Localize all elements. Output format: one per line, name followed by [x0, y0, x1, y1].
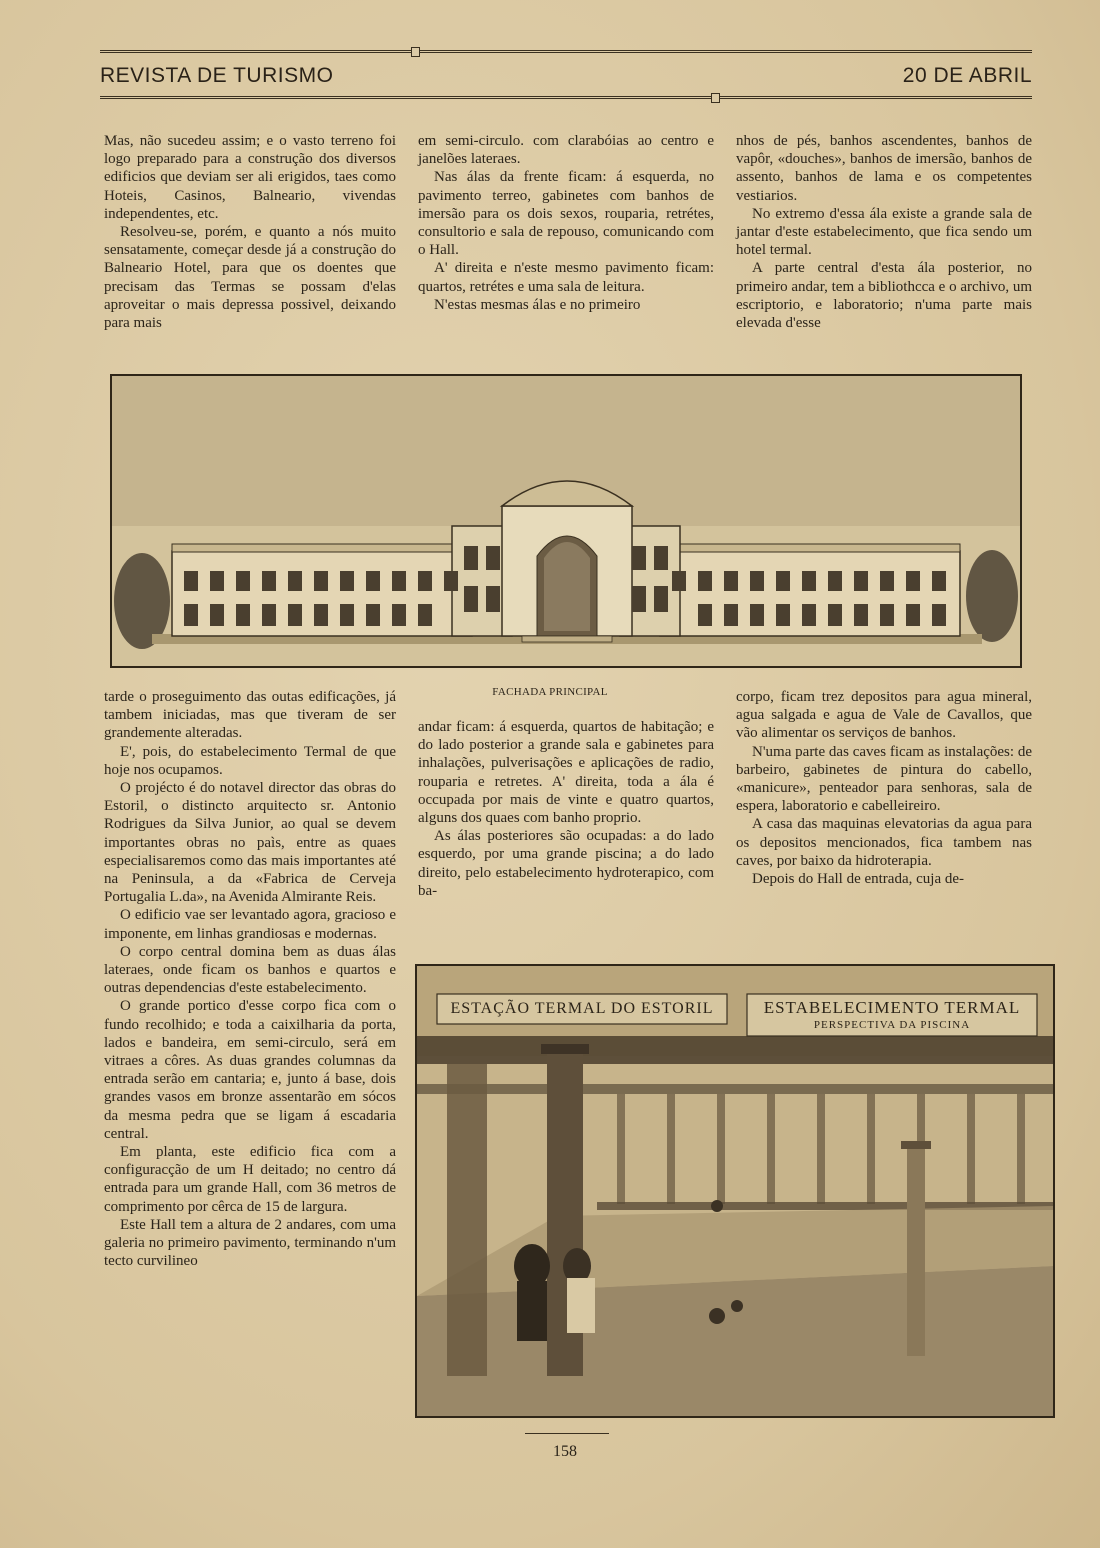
paragraph: A parte central d'esta ála posterior, no primeiro andar, tem a bibliothcca e o archivo, um escriptorio, e laboratorio; n'uma parte mais elevada d'esse [736, 260, 1032, 332]
paragraph: As álas posteriores são ocupadas: a do lado esquerdo, por uma grande piscina; a do lado direito, pelo estabelecimento hydroterapico, com ba- [418, 828, 714, 899]
paragraph: em semi-circulo. com clarabóias ao centro e janelões lateraes. [418, 133, 714, 168]
paragraph: O projécto é do notavel director das obras do Estoril, o distincto arquitecto sr. Antonio Rodrigues da Silva Junior, ao qual se devem importantes obras no paìs, entre as quaes especialisaremos como das mais importantes até na Peninsula, a da «Fabrica de Cerveja Portugalia L.da», na Avenida Almirante Reis. [104, 780, 396, 906]
header-ornament [411, 47, 420, 57]
paragraph: A' direita e n'este mesmo pavimento ficam: quartos, retrétes e uma sala de leitura. [418, 260, 714, 295]
sign-estacao-termal: ESTAÇÃO TERMAL DO ESTORIL [450, 1000, 714, 1017]
sign-perspectiva-piscina: PERSPECTIVA DA PISCINA [813, 1019, 971, 1031]
paragraph: Em planta, este edificio fica com a configuracção de um H deitado; no centro dá entrada para um grande Hall, com 36 metros de comprimento por cêrca de 15 de largura. [104, 1144, 396, 1215]
paragraph: Resolveu-se, porém, e quanto a nós muito sensatamente, começar desde já a construção do Balneario Hotel, para que os doentes que precisam das Termas se possam d'elas aproveitar o mais depressa possivel, deixando para mais [104, 224, 396, 332]
header-bottom-rule [100, 96, 1032, 99]
header-ornament-2 [711, 93, 720, 103]
pool-illustration [415, 964, 1055, 1418]
paragraph: O corpo central domina bem as duas álas lateraes, onde ficam os banhos e quartos e outras dependencias d'este estabelecimento. [104, 943, 396, 997]
magazine-title: REVISTA DE TURISMO [100, 64, 334, 87]
paragraph: Depois do Hall de entrada, cuja de- [752, 871, 964, 888]
paragraph: andar ficam: á esquerda, quartos de habitação; e do lado posterior a grande sala e gabinetes para inhalações, pulverisações e aplicações de radio, rouparia e retretes. A' direita, toda a ála é occupada por mais de vinte e quatro quartos, alguns dos quaes com banho proprio. [418, 719, 714, 827]
facade-drawing [112, 376, 1020, 666]
paragraph: O grande portico d'esse corpo fica com o fundo recolhido; e toda a caixilharia da porta, lados e bandeira, em semi-circulo, será em vitraes a côres. As duas grandes columnas da entrada serão em cantaria; e, junto á base, dois grandes vasos em bronze assentarão em sócos da mesma pedra que se ligam á escadaria central. [104, 998, 396, 1142]
paragraph: nhos de pés, banhos ascendentes, banhos de vapôr, «douches», banhos de imersão, banhos de assento, banhos de lama e os competentes vestiarios. [736, 133, 1032, 204]
paragraph: Nas álas da frente ficam: á esquerda, no pavimento terreo, gabinetes com banhos de imersão para os dois sexos, rouparia, retrétes, consultorio e sala de repouso, comunicando com o Hall. [418, 169, 714, 259]
footer-rule [525, 1433, 609, 1434]
facade-caption: FACHADA PRINCIPAL [492, 686, 608, 698]
paragraph: Mas, não sucedeu assim; e o vasto terreno foi logo preparado para a construção dos diversos edificios que deviam ser ali erigidos, taes como Hoteis, Casinos, Balneario, vivendas independentes, etc. [104, 133, 396, 222]
column-3-top [736, 132, 1032, 332]
paragraph: E', pois, do estabelecimento Termal de que hoje nos ocupamos. [104, 743, 396, 778]
page-number: 158 [553, 1443, 577, 1460]
column-2-bottom [418, 718, 714, 900]
paragraph: O edificio vae ser levantado agora, gracioso e imponente, em linhas grandiosas e modernas. [104, 907, 396, 942]
column-3-bottom [736, 688, 1032, 888]
paragraph: tarde o proseguimento das outas edificações, já tambem iniciadas, mas que tiveram de ser grandemente alteradas. [104, 689, 396, 742]
column-2-top [418, 132, 714, 314]
header-top-rule [100, 50, 1032, 53]
paragraph: corpo, ficam trez depositos para agua mineral, agua salgada e agua de Vale de Cavallos, que vão alimentar os serviços de banhos. [736, 689, 1032, 742]
paragraph: N'estas mesmas álas e no primeiro [434, 296, 641, 313]
paragraph: No extremo d'essa ála existe a grande sala de jantar d'este estabelecimento, que fica sendo um hotel termal. [736, 205, 1032, 259]
issue-date: 20 DE ABRIL [902, 64, 1032, 87]
column-1-bottom [104, 688, 396, 1271]
paragraph: N'uma parte das caves ficam as instalações: de barbeiro, gabinetes de pintura do cabello, «manicure», penteador para senhoras, sala de espera, laboratorio e cabelleireiro. [736, 743, 1032, 815]
paragraph: Este Hall tem a altura de 2 andares, com uma galeria no primeiro pavimento, terminando n'um tecto curvilineo [104, 1216, 396, 1270]
pool-drawing [417, 966, 1053, 1416]
paragraph: A casa das maquinas elevatorias da agua para os depositos mencionados, fica tambem nas caves, por baixo da hidroterapia. [736, 816, 1032, 869]
column-1-top [104, 132, 396, 332]
sign-estabelecimento-termal: ESTABELECIMENTO TERMAL [763, 998, 1021, 1017]
facade-illustration [110, 374, 1022, 668]
